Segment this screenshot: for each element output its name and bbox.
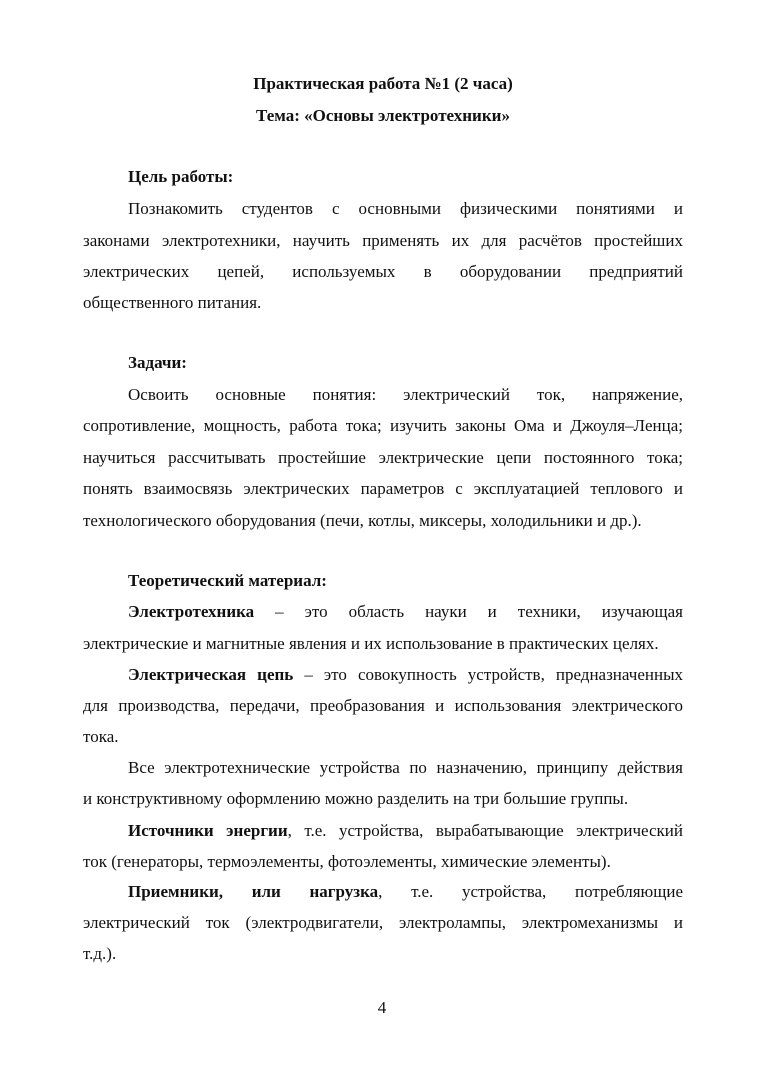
goal-line: законами электротехники, научить применять их для расчётов простейших <box>83 231 683 250</box>
term-electric-circuit: Электрическая цепь <box>128 665 294 684</box>
goal-line: Познакомить студентов с основными физическими понятиями и <box>128 199 683 218</box>
theory-paragraph-line: Электротехника – это область науки и техники, изучающая <box>128 602 683 621</box>
goal-line: общественного питания. <box>83 293 262 312</box>
theory-paragraph-line: электрические и магнитные явления и их использование в практических целях. <box>83 634 659 653</box>
page-topic: Тема: «Основы электротехники» <box>256 106 510 125</box>
tasks-line: Освоить основные понятия: электрический ток, напряжение, <box>128 385 683 404</box>
goal-line: электрических цепей, используемых в оборудовании предприятий <box>83 262 683 281</box>
theory-paragraph-line: т.д.). <box>83 944 117 963</box>
term-electrotechnics: Электротехника <box>128 602 255 621</box>
term-receivers: Приемники, <box>128 882 224 901</box>
page-number: 4 <box>377 998 387 1017</box>
theory-paragraph-line: тока. <box>83 727 119 746</box>
theory-paragraph-line: для производства, передачи, преобразования и использования электрического <box>83 696 683 715</box>
tasks-line: сопротивление, мощность, работа тока; изучить законы Ома и Джоуля–Ленца; <box>83 416 683 435</box>
theory-paragraph-line: ток (генераторы, термоэлементы, фотоэлементы, химические элементы). <box>83 852 611 871</box>
tasks-line: понять взаимосвязь электрических параметров с эксплуатацией теплового и <box>83 479 683 498</box>
page-title: Практическая работа №1 (2 часа) <box>253 74 513 93</box>
theory-paragraph-line: Электрическая цепь – это совокупность устройств, предназначенных <box>128 665 683 684</box>
theory-paragraph-line: и конструктивному оформлению можно разделить на три большие группы. <box>83 789 629 808</box>
theory-paragraph-line: Все электротехнические устройства по назначению, принципу действия <box>128 758 683 777</box>
tasks-line: технологического оборудования (печи, котлы, миксеры, холодильники и др.). <box>83 511 642 530</box>
goal-heading: Цель работы: <box>128 167 234 186</box>
theory-heading: Теоретический материал: <box>128 571 327 590</box>
tasks-heading: Задачи: <box>128 353 187 372</box>
tasks-line: научиться рассчитывать простейшие электрические цепи постоянного тока; <box>83 448 683 467</box>
theory-paragraph-line: Приемники, или нагрузка, т.е. устройства, потребляющие <box>128 882 683 901</box>
theory-paragraph-line: Источники энергии, т.е. устройства, вырабатывающие электрический <box>128 821 683 840</box>
theory-paragraph-line: электрический ток (электродвигатели, электролампы, электромеханизмы и <box>83 913 683 932</box>
term-energy-sources: Источники энергии <box>128 821 288 840</box>
